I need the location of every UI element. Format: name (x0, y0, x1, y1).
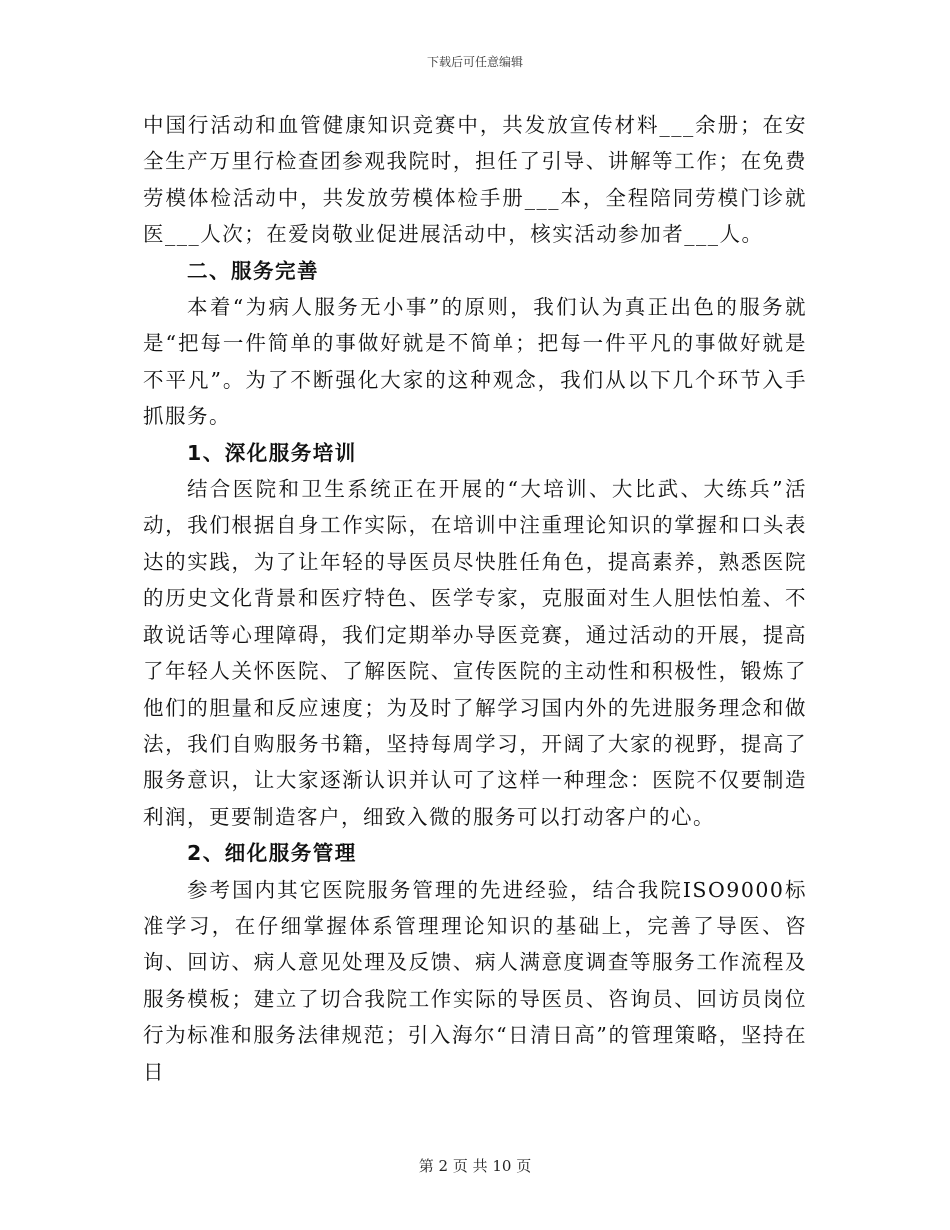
paragraph-management: 参考国内其它医院服务管理的先进经验，结合我院ISO9000标准学习，在仔细掌握体系管理理论知识的基础上，完善了导医、咨询、回访、病人意见处理及反馈、病人满意度调查等服务工作流程及服务模板；建立了切合我院工作实际的导医员、咨询员、回访员岗位行为标准和服务法律规范；引入海尔“日清日高”的管理策略，坚持在日 (143, 877, 807, 1084)
paragraph-continued: 中国行活动和血管健康知识竞赛中，共发放宣传材料___余册；在安全生产万里行检查团参观我院时，担任了引导、讲解等工作；在免费劳模体检活动中，共发放劳模体检手册___本，全程陪同劳模门诊就医___人次；在爱岗敬业促进展活动中，核实活动参加者___人。 (143, 113, 807, 247)
subheading-refine-management: 2、细化服务管理 (187, 841, 357, 866)
page-header-note: 下载后可任意编辑 (426, 55, 523, 69)
paragraph-service-principle: 本着“为病人服务无小事”的原则，我们认为真正出色的服务就是“把每一件简单的事做好就是不简单；把每一件平凡的事做好就是不平凡”。为了不断强化大家的这种观念，我们从以下几个环节入手抓服务。 (143, 295, 807, 429)
section-heading-service-improvement: 二、服务完善 (187, 258, 319, 283)
document-body (143, 107, 807, 1090)
subheading-deepen-training: 1、深化服务培训 (187, 440, 357, 465)
page-number-footer: 第 2 页 共 10 页 (418, 1157, 532, 1175)
paragraph-training: 结合医院和卫生系统正在开展的“大培训、大比武、大练兵”活动，我们根据自身工作实际，在培训中注重理论知识的掌握和口头表达的实践，为了让年轻的导医员尽快胜任角色，提高素养，熟悉医院的历史文化背景和医疗特色、医学专家，克服面对生人胆怯怕羞、不敢说话等心理障碍，我们定期举办导医竞赛，通过活动的开展，提高了年轻人关怀医院、了解医院、宣传医院的主动性和积极性，锻炼了他们的胆量和反应速度；为及时了解学习国内外的先进服务理念和做法，我们自购服务书籍，坚持每周学习，开阔了大家的视野，提高了服务意识，让大家逐渐认识并认可了这样一种理念：医院不仅要制造利润，更要制造客户，细致入微的服务可以打动客户的心。 (143, 477, 807, 829)
